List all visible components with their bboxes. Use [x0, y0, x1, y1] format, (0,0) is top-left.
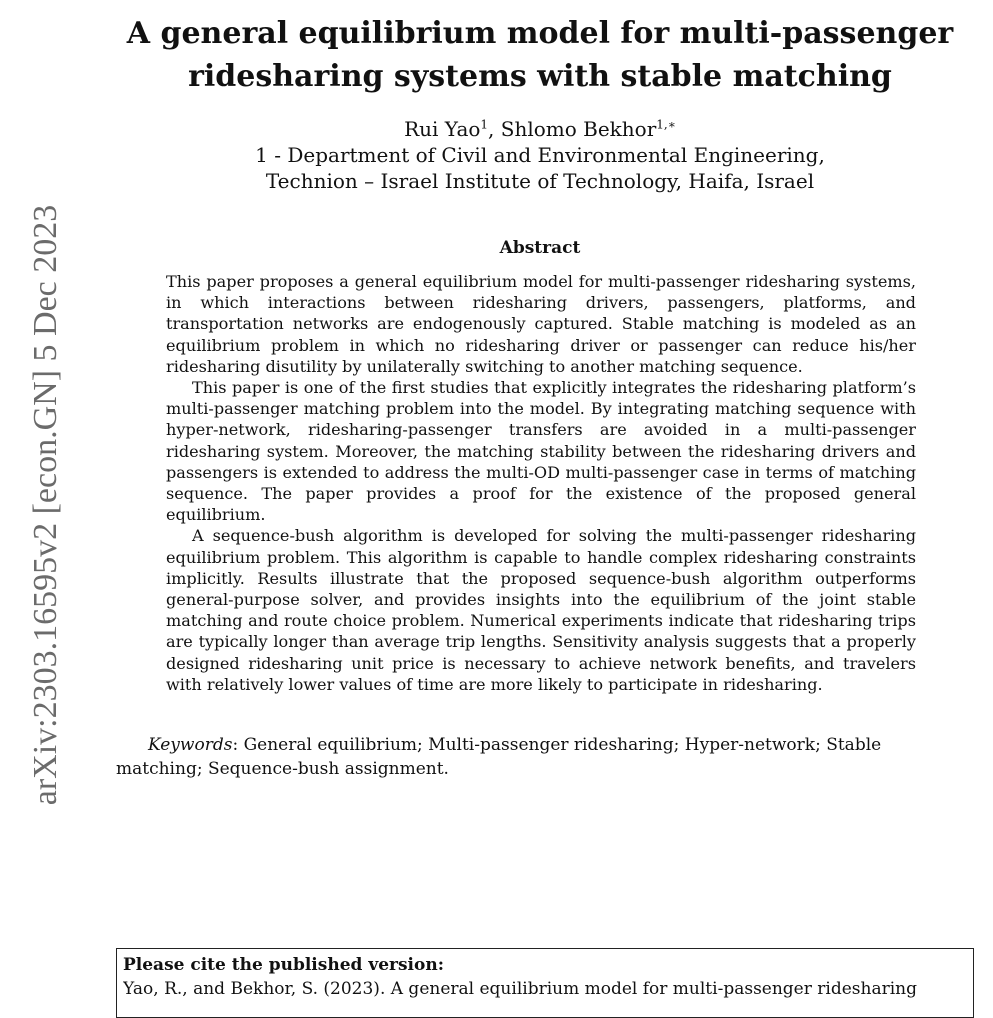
- author-2-name: Shlomo Bekhor: [500, 117, 657, 141]
- author-1-affiliation-mark: 1: [480, 117, 489, 132]
- citation-heading: Please cite the published version:: [123, 955, 444, 975]
- citation-box: [116, 948, 974, 1018]
- keywords-colon: :: [232, 735, 244, 755]
- arxiv-identifier: arXiv:2303.16595v2 [econ.GN] 5 Dec 2023: [27, 204, 64, 806]
- abstract-heading: Abstract: [499, 238, 581, 258]
- keywords-text: General equilibrium; Multi-passenger ridesharing; Hyper-network; Stable matching; Sequence-bush assignment.: [116, 735, 882, 779]
- title-line-2: ridesharing systems with stable matching: [188, 59, 892, 94]
- affiliation-line-1: 1 - Department of Civil and Environmental Engineering,: [255, 143, 825, 167]
- author-block: [170, 116, 910, 194]
- citation-text: Yao, R., and Bekhor, S. (2023). A general equilibrium model for multi-passenger ridesharing: [123, 979, 917, 999]
- abstract-paragraph-1: This paper proposes a general equilibrium model for multi-passenger ridesharing systems, in which interactions between ridesharing drivers, passengers, platforms, and transportation networks are endogenously captured. Stable matching is modeled as an equilibrium problem in which no ridesharing driver or passenger can reduce his/her ridesharing disutility by unilaterally switching to another matching sequence.: [166, 272, 916, 376]
- affiliation-line-2: Technion – Israel Institute of Technology, Haifa, Israel: [265, 169, 815, 193]
- author-1-name: Rui Yao: [404, 117, 481, 141]
- abstract-paragraph-3: A sequence-bush algorithm is developed for solving the multi-passenger ridesharing equilibrium problem. This algorithm is capable to handle complex ridesharing constraints implicitly. Results illustrate that the proposed sequence-bush algorithm outperforms general-purpose solver, and provides insights into the equilibrium of the joint stable matching and route choice problem. Numerical experiments indicate that ridesharing trips are typically longer than average trip lengths. Sensitivity analysis suggests that a properly designed ridesharing unit price is necessary to achieve network benefits, and travelers with relatively lower values of time are more likely to participate in ridesharing.: [166, 526, 916, 694]
- author-names: [170, 116, 910, 142]
- keywords: [116, 733, 968, 781]
- author-2-affiliation-mark: 1,∗: [656, 117, 676, 132]
- abstract-body: [166, 271, 916, 695]
- title-line-1: A general equilibrium model for multi-passenger: [126, 16, 954, 51]
- keywords-label: Keywords: [148, 735, 233, 755]
- author-separator: ,: [488, 117, 501, 141]
- paper-title: [100, 12, 980, 98]
- abstract-paragraph-2: This paper is one of the first studies that explicitly integrates the ridesharing platform’s multi-passenger matching problem into the model. By integrating matching sequence with hyper-network, ridesharing-passenger transfers are avoided in a multi-passenger ridesharing system. Moreover, the matching stability between the ridesharing drivers and passengers is extended to address the multi-OD multi-passenger case in terms of matching sequence. The paper provides a proof for the existence of the proposed general equilibrium.: [166, 378, 916, 525]
